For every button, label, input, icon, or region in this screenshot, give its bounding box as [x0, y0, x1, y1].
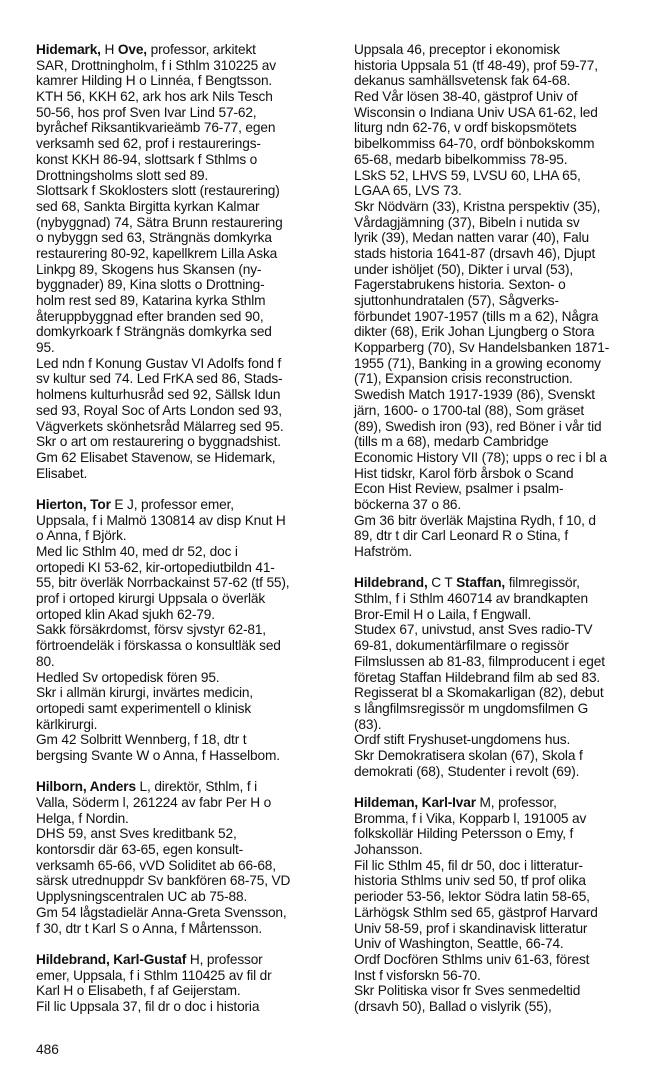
text-line: Wisconsin o Indiana Univ USA 61-62, led	[354, 104, 598, 120]
text-line: Slottsark f Skoklosters slott (restaurering)	[36, 183, 280, 199]
text-line: emer, Uppsala, f i Sthlm 110425 av fil dr	[36, 967, 272, 983]
text-line: Bromma, f i Vika, Kopparb l, 191005 av	[354, 810, 587, 826]
text-line: (89), Swedish iron (93), red Böner i vår tid	[354, 418, 602, 434]
text-line: Gm 36 bitr överläk Majstina Rydh, f 10, d	[354, 512, 596, 528]
text-line: 55, bitr överläk Norrbackainst 57-62 (tf 55),	[36, 575, 290, 591]
text-line: s långfilmsregissör m ungdomsfilmen G	[354, 700, 589, 716]
blank-line	[36, 764, 341, 780]
entry-heading-text: filmregissör,	[505, 575, 580, 591]
text-line: Skr Politiska visor fr Sves senmedeltid	[354, 983, 581, 999]
text-line: ortoped klin Akad sjukh 62-79.	[36, 606, 215, 622]
text-line: historia Uppsala 51 (tf 48-49), prof 59-77,	[354, 57, 598, 73]
text-line: Ordf Docfören Sthlms univ 61-63, förest	[354, 951, 590, 967]
entry-heading-text: C T	[427, 575, 457, 591]
text-line: 95.	[36, 340, 55, 356]
text-line: Univ of Washington, Seattle, 66-74.	[354, 936, 564, 952]
text-line: 69-81, dokumentärfilmare o regissör	[354, 638, 569, 654]
text-line: Filmslussen ab 81-83, filmproducent i eget	[354, 653, 605, 669]
text-line: Valla, Söderm l, 261224 av fabr Per H o	[36, 795, 272, 810]
text-line: järn, 1600- o 1700-tal (88), Som gräset	[354, 402, 585, 418]
text-line: företag Staffan Hildebrand film ab sed 83.	[354, 669, 601, 685]
left-column	[36, 42, 341, 1015]
text-line: Gm 54 lågstadielär Anna-Greta Svensson,	[36, 904, 287, 920]
text-line: sed 93, Royal Soc of Arts London sed 93,	[36, 402, 282, 418]
text-line: Skr i allmän kirurgi, invärtes medicin,	[36, 685, 254, 701]
entry-heading-line	[36, 779, 341, 795]
text-line: Swedish Match 1917-1939 (86), Svenskt	[354, 387, 595, 403]
text-line: (drsavh 50), Ballad o vislyrik (55),	[354, 998, 552, 1014]
page-number: 486	[36, 1042, 59, 1057]
text-line: särsk utrednuppdr Sv bankfören 68-75, VD	[36, 873, 291, 889]
text-line: restaurering 80-92, kapellkrem Lilla Aska	[36, 245, 278, 261]
text-line: 1955 (71), Banking in a growing economy	[354, 355, 601, 371]
text-line: Med lic Sthlm 40, med dr 52, doc i	[36, 544, 238, 559]
text-line: 50-56, hos prof Sven Ivar Lind 57-62,	[36, 104, 257, 120]
entry-heading-text: L, direktör, Sthlm, f i	[135, 779, 258, 795]
text-line: o Anna, f Björk.	[36, 528, 127, 544]
text-line: liturg ndn 62-76, v ordf biskopsmötets	[354, 120, 577, 136]
text-line: Johansson.	[354, 842, 423, 858]
text-line: Bror-Emil H o Laila, f Engwall.	[354, 606, 532, 622]
blank-line	[354, 779, 659, 795]
text-line: Uppsala 46, preceptor i ekonomisk	[354, 42, 560, 57]
text-line: Hedled Sv ortopedisk fören 95.	[36, 669, 220, 685]
right-column	[354, 42, 659, 1015]
text-line: Econ Hist Review, psalmer i psalm-	[354, 481, 564, 497]
text-line: Uppsala, f i Malmö 130814 av disp Knut H	[36, 512, 286, 528]
text-line: Karl H o Elisabeth, f af Geijerstam.	[36, 983, 241, 999]
text-line: (tills m a 68), medarb Cambridge	[354, 434, 549, 450]
text-line: Ordf stift Fryshuset-ungdomens hus.	[354, 732, 571, 748]
text-line: LSkS 52, LHVS 59, LVSU 60, LHA 65,	[354, 167, 581, 183]
entry-heading-line	[36, 497, 341, 513]
text-line: bibelkommiss 64-70, ordf bönbokskomm	[354, 136, 595, 152]
text-line: Kopparberg (70), Sv Handelsbanken 1871-	[354, 340, 610, 356]
text-line: Studex 67, univstud, anst Sves radio-TV	[354, 622, 593, 638]
text-line: under ishöljet (50), Dikter i urval (53),	[354, 261, 574, 277]
entry-name: Hidemark,	[36, 42, 101, 57]
text-line: Inst f visforskn 56-70.	[354, 967, 481, 983]
entry-name: Staffan,	[456, 575, 506, 591]
entry-name: Ove,	[117, 42, 147, 57]
entry-heading-line	[354, 575, 659, 591]
text-line: Univ 58-59, prof i skandinavisk litteratur	[354, 920, 588, 936]
text-line: Upplysningscentralen UC ab 75-88.	[36, 889, 248, 905]
text-line: stads historia 1641-87 (drsavh 46), Djupt	[354, 245, 596, 261]
text-line: (83).	[354, 716, 382, 732]
text-line: konst KKH 86-94, slottsark f Sthlms o	[36, 151, 258, 167]
text-line: DHS 59, anst Sves kreditbank 52,	[36, 826, 237, 842]
entry-name: Hilborn, Anders	[36, 779, 136, 795]
entry-name: Hierton, Tor	[36, 496, 111, 512]
text-line: demokrati (68), Studenter i revolt (69).	[354, 763, 580, 779]
text-line: domkyrkoark f Strängnäs domkyrka sed	[36, 324, 272, 340]
text-line: Gm 62 Elisabet Stavenow, se Hidemark,	[36, 449, 276, 465]
text-line: ortopedi KI 53-62, kir-ortopediutbildn 41-	[36, 559, 275, 575]
text-line: f 30, dtr t Karl S o Anna, f Mårtensson.	[36, 920, 263, 936]
text-line: förbundet 1907-1957 (tills m a 62), Några	[354, 308, 599, 324]
entry-heading-text: E J, professor emer,	[110, 496, 234, 512]
text-line: LGAA 65, LVS 73.	[354, 183, 462, 199]
text-line: Helga, f Nordin.	[36, 810, 129, 826]
text-line: Economic History VII (78); upps o rec i bl a	[354, 449, 607, 465]
text-line: Lärhögsk Sthlm sed 65, gästprof Harvard	[354, 904, 598, 920]
text-line: Sakk försäkrdomst, försv sjvstyr 62-81,	[36, 622, 266, 638]
text-line: Fil lic Sthlm 45, fil dr 50, doc i litteratur-	[354, 857, 583, 873]
text-line: (71), Expansion crisis reconstruction.	[354, 371, 573, 387]
text-line: SAR, Drottningholm, f i Sthlm 310225 av	[36, 57, 276, 73]
text-line: bergsing Svante W o Anna, f Hasselbom.	[36, 747, 280, 763]
entry-name: Hildebrand,	[354, 575, 428, 591]
text-line: verksamh sed 62, prof i restaurerings-	[36, 136, 261, 152]
text-line: folkskollär Hilding Petersson o Emy, f	[354, 826, 574, 842]
text-line: o nybyggn sed 63, Strängnäs domkyrka	[36, 230, 272, 246]
text-line: 89, dtr t dir Carl Leonard R o Stina, f	[354, 528, 569, 544]
entry-heading-text: H, professor	[186, 951, 263, 967]
text-line: Gm 42 Solbritt Wennberg, f 18, dtr t	[36, 732, 247, 748]
text-line: 80.	[36, 653, 55, 669]
text-line: Fil lic Uppsala 37, fil dr o doc i historia	[36, 998, 260, 1014]
text-line: kärlkirurgi.	[36, 716, 98, 732]
text-line: Regisserat bl a Skomakarligan (82), debut	[354, 685, 604, 701]
text-line: sv kultur sed 74. Led FrKA sed 86, Stads-	[36, 371, 283, 387]
text-line: böckerna 37 o 86.	[354, 496, 462, 512]
text-line: Drottningsholms slott sed 89.	[36, 167, 209, 183]
text-line: kontorsdir där 63-65, egen konsult-	[36, 842, 244, 858]
blank-line	[36, 936, 341, 952]
text-line: Hafström.	[354, 544, 412, 559]
text-line: byråchef Riksantikvarieämb 76-77, egen	[36, 120, 276, 136]
text-line: ortopedi samt experimentell o klinisk	[36, 700, 252, 716]
text-line: återuppbyggnad efter branden sed 90,	[36, 308, 264, 324]
text-line: förtroendeläk i förskassa o konsultläk sed	[36, 638, 281, 654]
entry-heading-line	[36, 42, 341, 58]
text-line: Skr Nödvärn (33), Kristna perspektiv (35),	[354, 198, 601, 214]
blank-line	[36, 481, 341, 497]
text-line: sjuttonhundratalen (57), Sågverks-	[354, 293, 559, 308]
text-line: Vårdagjämning (37), Bibeln i nutida sv	[354, 214, 580, 230]
text-line: 65-68, medarb bibelkommiss 78-95.	[354, 151, 568, 167]
text-line: Elisabet.	[36, 465, 88, 481]
text-line: Vägverkets skönhetsråd Mälarreg sed 95.	[36, 418, 284, 434]
entry-name: Hildebrand, Karl-Gustaf	[36, 951, 187, 967]
entry-heading-text: professor, arkitekt	[146, 42, 256, 57]
text-line: Red Vår lösen 38-40, gästprof Univ of	[354, 89, 578, 105]
text-line: sed 68, Sankta Birgitta kyrkan Kalmar	[36, 198, 260, 214]
text-line: Skr o art om restaurering o byggnadshist.	[36, 434, 281, 450]
text-line: verksamh 65-66, vVD Soliditet ab 66-68,	[36, 857, 276, 873]
text-line: historia Sthlms univ sed 50, tf prof olika	[354, 873, 586, 889]
text-line: kamrer Hilding H o Linnéa, f Bengtsson.	[36, 73, 273, 89]
text-line: Linkpg 89, Skogens hus Skansen (ny-	[36, 261, 262, 277]
text-line: dekanus samhällsvetensk fak 64-68.	[354, 73, 571, 89]
text-line: lyrik (39), Medan natten varar (40), Falu	[354, 230, 589, 246]
text-line: Fagerstabrukens historia. Sexton- o	[354, 277, 566, 293]
entry-heading-text: H	[100, 42, 118, 57]
text-line: KTH 56, KKH 62, ark hos ark Nils Tesch	[36, 89, 273, 105]
text-line: prof i ortoped kirurgi Uppsala o överläk	[36, 591, 266, 607]
entry-heading-text: M, professor,	[475, 795, 557, 810]
entry-name: Hildeman, Karl-Ivar	[354, 795, 476, 810]
text-line: holmens kulturhusråd sed 92, Sällsk Idun	[36, 387, 281, 403]
entry-heading-line	[36, 952, 341, 968]
text-line: (nybyggnad) 74, Sätra Brunn restaurering	[36, 214, 283, 230]
text-line: byggnader) 89, Kina slotts o Drottning-	[36, 277, 265, 293]
text-line: Hist tidskr, Karol förb årsbok o Scand	[354, 465, 574, 481]
text-line: Led ndn f Konung Gustav VI Adolfs fond f	[36, 355, 282, 371]
text-line: dikter (68), Erik Johan Ljungberg o Stora	[354, 324, 595, 340]
text-line: perioder 53-56, lektor Södra latin 58-65,	[354, 889, 590, 905]
text-line: Skr Demokratisera skolan (67), Skola f	[354, 747, 583, 763]
blank-line	[354, 560, 659, 576]
text-line: holm rest sed 89, Katarina kyrka Sthlm	[36, 293, 266, 308]
text-line: Sthlm, f i Sthlm 460714 av brandkapten	[354, 591, 588, 607]
entry-heading-line	[354, 795, 659, 811]
